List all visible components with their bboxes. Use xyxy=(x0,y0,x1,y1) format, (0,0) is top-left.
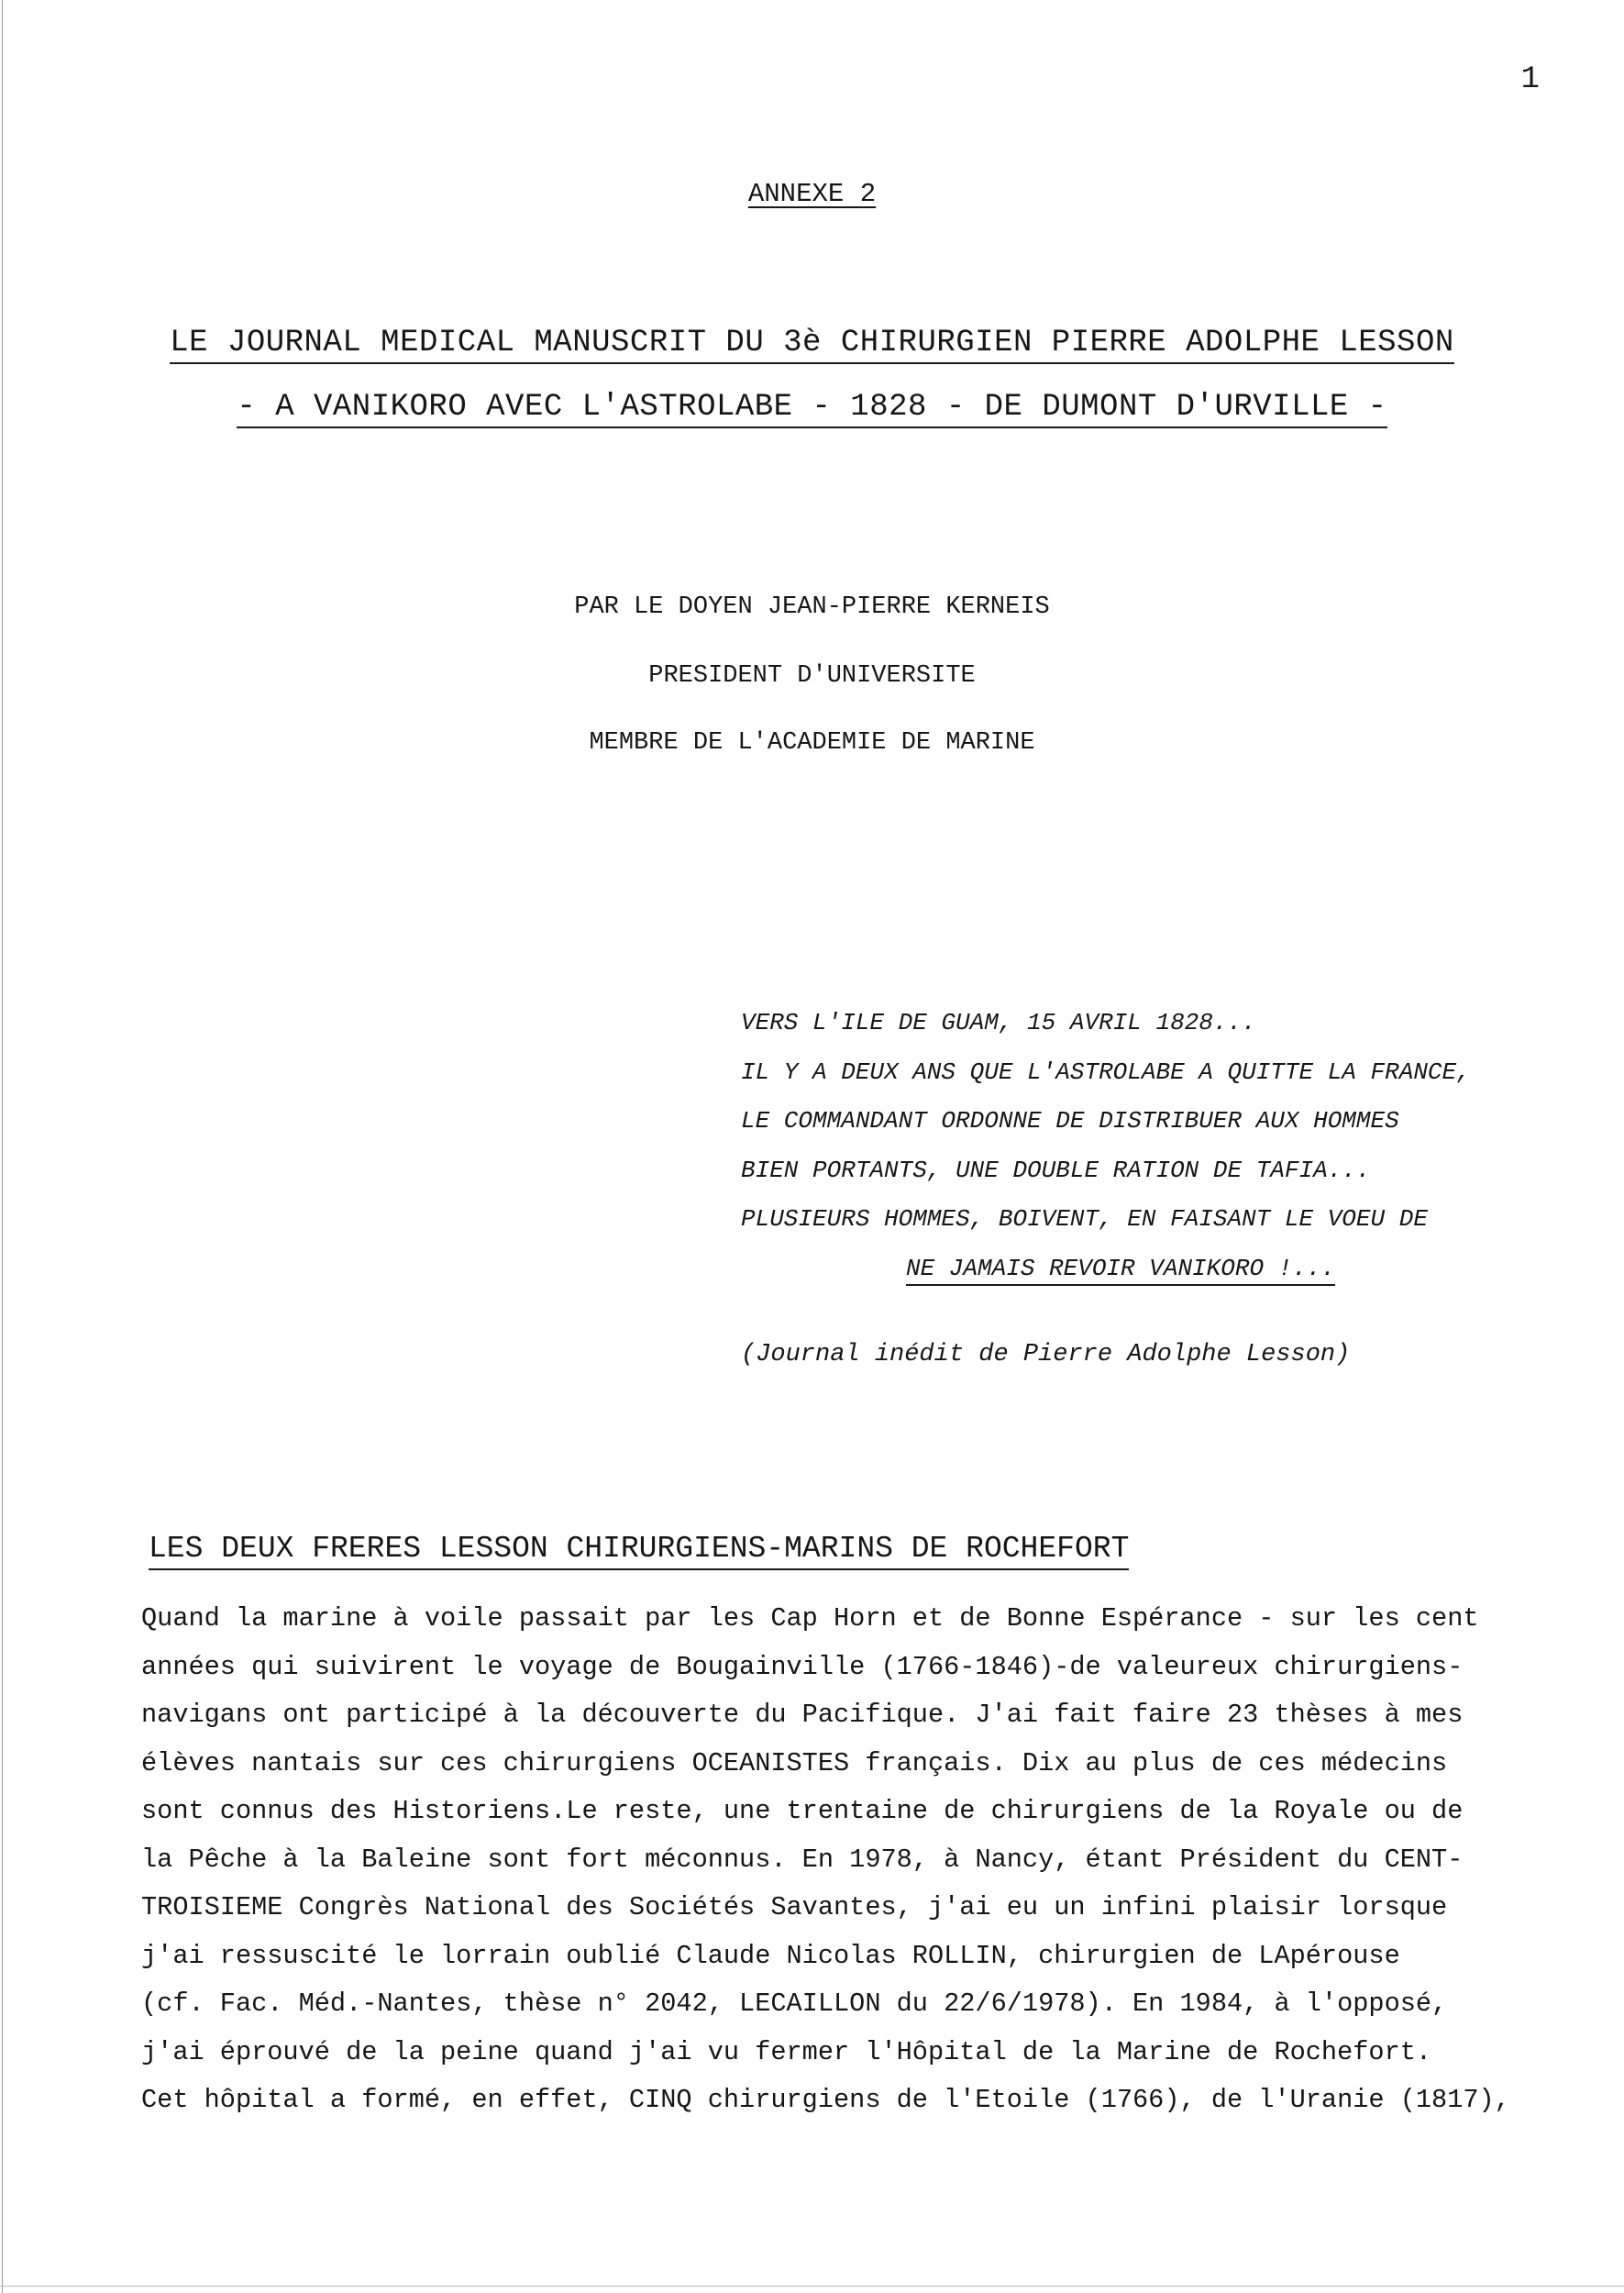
epigraph-line-last-text: NE JAMAIS REVOIR VANIKORO !... xyxy=(906,1255,1335,1286)
page-number: 1 xyxy=(1520,62,1540,97)
body-paragraph xyxy=(141,1603,1553,2133)
title-line-2-text: - A VANIKORO AVEC L'ASTROLABE - 1828 - DE DUMONT D'URVILLE - xyxy=(237,390,1386,428)
epigraph-line: PLUSIEURS HOMMES, BOIVENT, EN FAISANT LE VOEU DE xyxy=(741,1205,1428,1233)
paragraph-line: (cf. Fac. Méd.-Nantes, thèse n° 2042, LECAILLON du 22/6/1978). En 1984, à l'opposé, xyxy=(141,1988,1448,2019)
paragraph-line: Quand la marine à voile passait par les Cap Horn et de Bonne Espérance - sur les cent xyxy=(141,1603,1479,1634)
paragraph-line: j'ai ressuscité le lorrain oublié Claude Nicolas ROLLIN, chirurgien de LApérouse xyxy=(141,1940,1400,1971)
epigraph xyxy=(741,1009,1471,1303)
author-membership: MEMBRE DE L'ACADEMIE DE MARINE xyxy=(589,729,1035,757)
annexe-heading xyxy=(0,179,1624,209)
epigraph-line: IL Y A DEUX ANS QUE L'ASTROLABE A QUITTE LA FRANCE, xyxy=(741,1058,1471,1086)
paragraph-line: navigans ont participé à la découverte du Pacifique. J'ai fait faire 23 thèses à mes xyxy=(141,1700,1464,1730)
epigraph-line: VERS L'ILE DE GUAM, 15 AVRIL 1828... xyxy=(741,1009,1256,1036)
epigraph-line: LE COMMANDANT ORDONNE DE DISTRIBUER AUX HOMMES xyxy=(741,1107,1399,1135)
paragraph-line: la Pêche à la Baleine sont fort méconnus. En 1978, à Nancy, étant Président du CENT- xyxy=(141,1844,1464,1875)
title-line-1 xyxy=(0,326,1624,360)
paragraph-line: sont connus des Historiens.Le reste, une trentaine de chirurgiens de la Royale ou de xyxy=(141,1796,1464,1826)
paragraph-line: TROISIEME Congrès National des Sociétés Savantes, j'ai eu un infini plaisir lorsque xyxy=(141,1892,1448,1922)
title-line-2 xyxy=(0,390,1624,425)
title-line-1-text: LE JOURNAL MEDICAL MANUSCRIT DU 3è CHIRURGIEN PIERRE ADOLPHE LESSON xyxy=(170,326,1454,364)
epigraph-attribution: (Journal inédit de Pierre Adolphe Lesson) xyxy=(741,1341,1351,1368)
epigraph-line: BIEN PORTANTS, UNE DOUBLE RATION DE TAFIA... xyxy=(741,1156,1371,1184)
author-title: PRESIDENT D'UNIVERSITE xyxy=(648,662,976,690)
epigraph-line-last xyxy=(741,1255,1471,1304)
section-title-text: LES DEUX FRERES LESSON CHIRURGIENS-MARINS DE ROCHEFORT xyxy=(149,1532,1129,1570)
bottom-edge-line xyxy=(0,2286,1624,2287)
annexe-label: ANNEXE 2 xyxy=(747,179,877,209)
paragraph-line: Cet hôpital a formé, en effet, CINQ chirurgiens de l'Etoile (1766), de l'Uranie (1817), xyxy=(141,2085,1510,2115)
paragraph-line: élèves nantais sur ces chirurgiens OCEANISTES français. Dix au plus de ces médecins xyxy=(141,1747,1448,1778)
paragraph-line: années qui suivirent le voyage de Bougainville (1766-1846)-de valeureux chirurgiens- xyxy=(141,1651,1464,1682)
paragraph-line: j'ai éprouvé de la peine quand j'ai vu fermer l'Hôpital de la Marine de Rochefort. xyxy=(141,2036,1432,2067)
author-name: PAR LE DOYEN JEAN-PIERRE KERNEIS xyxy=(574,593,1050,621)
section-title xyxy=(149,1532,1129,1566)
